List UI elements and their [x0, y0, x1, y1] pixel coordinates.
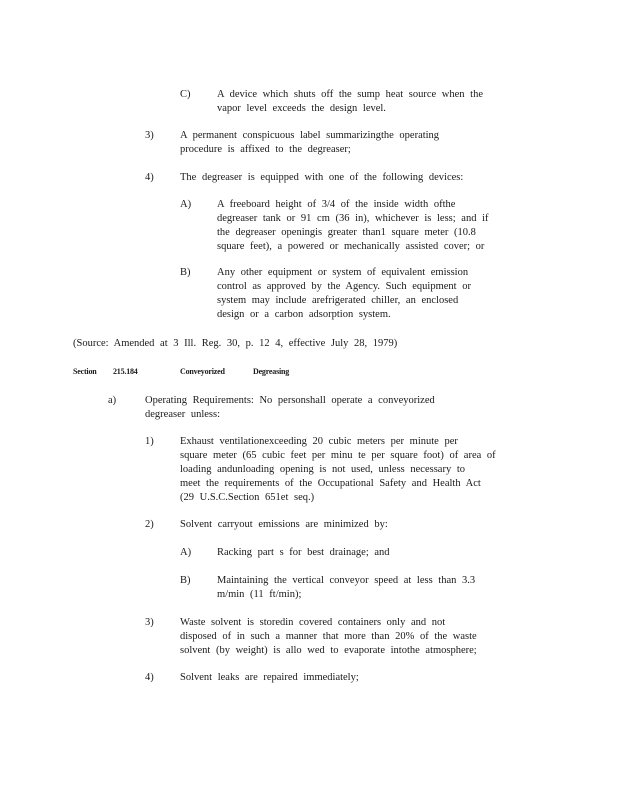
item-text: A device which shuts off the sump heat source when the vapor level exceeds the design level.	[217, 89, 483, 114]
item-text: Solvent leaks are repaired immediately;	[180, 672, 359, 683]
item-label: 3)	[145, 617, 154, 628]
item-text: Racking part s for best drainage; and	[217, 547, 390, 558]
item-label: B)	[180, 575, 191, 586]
item-label: A)	[180, 547, 192, 558]
item-text: Waste solvent is storedin covered containers only and not disposed of in such a manner that more than 20% of the waste solvent (by weight) is allo wed to evaporate intothe atmosphere;	[180, 617, 477, 656]
item-text: The degreaser is equipped with one of the following devices:	[180, 172, 464, 183]
item-label: C)	[180, 89, 191, 100]
item-label: 4)	[145, 672, 154, 683]
item-label: A)	[180, 199, 192, 210]
item-text: Any other equipment or system of equivalent emission control as approved by the Agency. Such equipment or system may include arefrigerated chiller, an enclosed design or a carbon adsorption system.	[217, 267, 471, 320]
source-note: (Source: Amended at 3 Ill. Reg. 30, p. 12 4, effective July 28, 1979)	[73, 338, 398, 349]
item-label: 2)	[145, 519, 154, 530]
item-text: Exhaust ventilationexceeding 20 cubic meters per minute per square meter (65 cubic feet per minu te per square foot) of area of loading andunloading opening is not used, unless necessary to meet the requirements of the Occupational Safety and Health Act (29 U.S.C.Section 651et seq.)	[180, 436, 496, 503]
item-text: A freeboard height of 3/4 of the inside width ofthe degreaser tank or 91 cm (36 in), whichever is less; and if the degreaser openingis greater than1 square meter (10.8 square feet), a powered or mechanically assisted cover; or	[217, 199, 489, 252]
section-number: 215.184	[113, 367, 138, 376]
item-text: A permanent conspicuous label summarizingthe operating procedure is affixed to the degreaser;	[180, 130, 440, 155]
item-text: Solvent carryout emissions are minimized by:	[180, 519, 388, 530]
item-label: 1)	[145, 436, 154, 447]
section-title-word-1: Conveyorized	[180, 367, 225, 376]
item-text: Operating Requirements: No personshall operate a conveyorized degreaser unless:	[145, 395, 435, 420]
item-label: 4)	[145, 172, 154, 183]
item-text: Maintaining the vertical conveyor speed at less than 3.3 m/min (11 ft/min);	[217, 575, 476, 600]
section-label: Section	[73, 367, 97, 376]
item-label: a)	[108, 395, 117, 406]
item-label: B)	[180, 267, 191, 278]
item-label: 3)	[145, 130, 154, 141]
section-title-word-2: Degreasing	[253, 367, 290, 376]
